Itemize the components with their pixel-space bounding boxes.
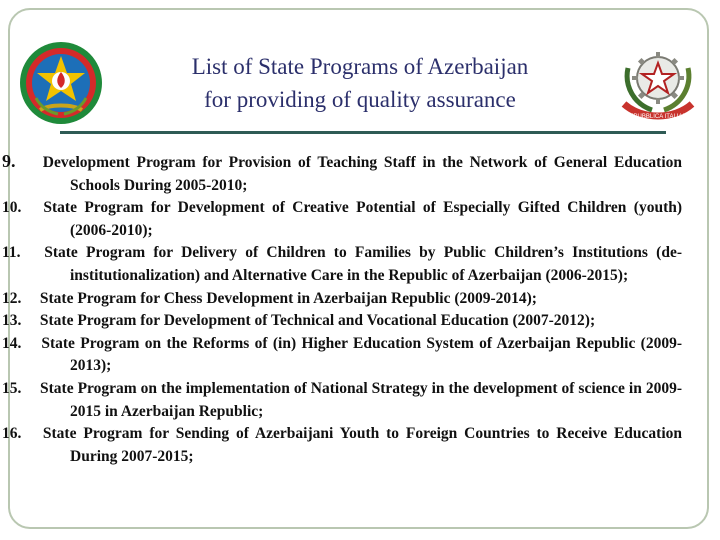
title-line-1: List of State Programs of Azerbaijan [191,54,529,79]
item-text: State Program for Development of Creative Potential of Especially Gifted Children (youth) (2006-2010); [43,199,683,239]
list-item: 9. Development Program for Provision of Teaching Staff in the Network of General Education Schools During 2005-2010; [2,151,683,194]
list-item: 14. State Program on the Reforms of (in) Higher Education System of Azerbaijan Republic (2009-2013); [2,334,683,375]
state-program-list [2,150,683,468]
item-text: State Program for Chess Development in Azerbaijan Republic (2009-2014); [39,289,537,307]
list-item: 10. State Program for Development of Creative Potential of Especially Gifted Children (youth) (2006-2010); [2,199,683,239]
item-text: State Program on the Reforms of (in) Higher Education System of Azerbaijan Republic (2009-2013); [41,334,683,375]
list-item: 12. State Program for Chess Development in Azerbaijan Republic (2009-2014); [2,289,537,307]
list-item: 15. State Program on the implementation of National Strategy in the development of science in 2009-2015 in Azerbaijan Republic; [2,379,682,420]
item-text: State Program for Sending of Azerbaijani Youth to Foreign Countries to Receive Education During 2007-2015; [42,425,683,465]
title-line-2: for providing of quality assurance [204,87,516,112]
item-text: State Program for Delivery of Children to Families by Public Children’s Institutions (de-institutionalization) and Alternative Care in the Republic of Azerbaijan (2006-2015); [44,244,682,284]
item-text: Development Program for Provision of Teaching Staff in the Network of General Education Schools During 2005-2010; [42,154,683,194]
list-item: 16. State Program for Sending of Azerbaijani Youth to Foreign Countries to Receive Education During 2007-2015; [2,425,683,465]
italy-emblem-icon [614,38,702,126]
title-divider [60,131,666,134]
item-text: State Program for Development of Technical and Vocational Education (2007-2012); [39,312,596,330]
azerbaijan-emblem-icon [18,40,104,126]
list-item: 13. State Program for Development of Technical and Vocational Education (2007-2012); [2,312,596,330]
list-item: 11. State Program for Delivery of Children to Families by Public Children’s Institutions (de-institutionalization) and Alternative Care in the Republic of Azerbaijan (2006-2015); [2,244,682,284]
page-title [120,50,600,116]
item-text: State Program on the implementation of National Strategy in the development of science in 2009-2015 in Azerbaijan Republic; [40,379,682,420]
italy-emblem-ribbon-text: REPUBBLICA ITALIANA [625,114,691,120]
